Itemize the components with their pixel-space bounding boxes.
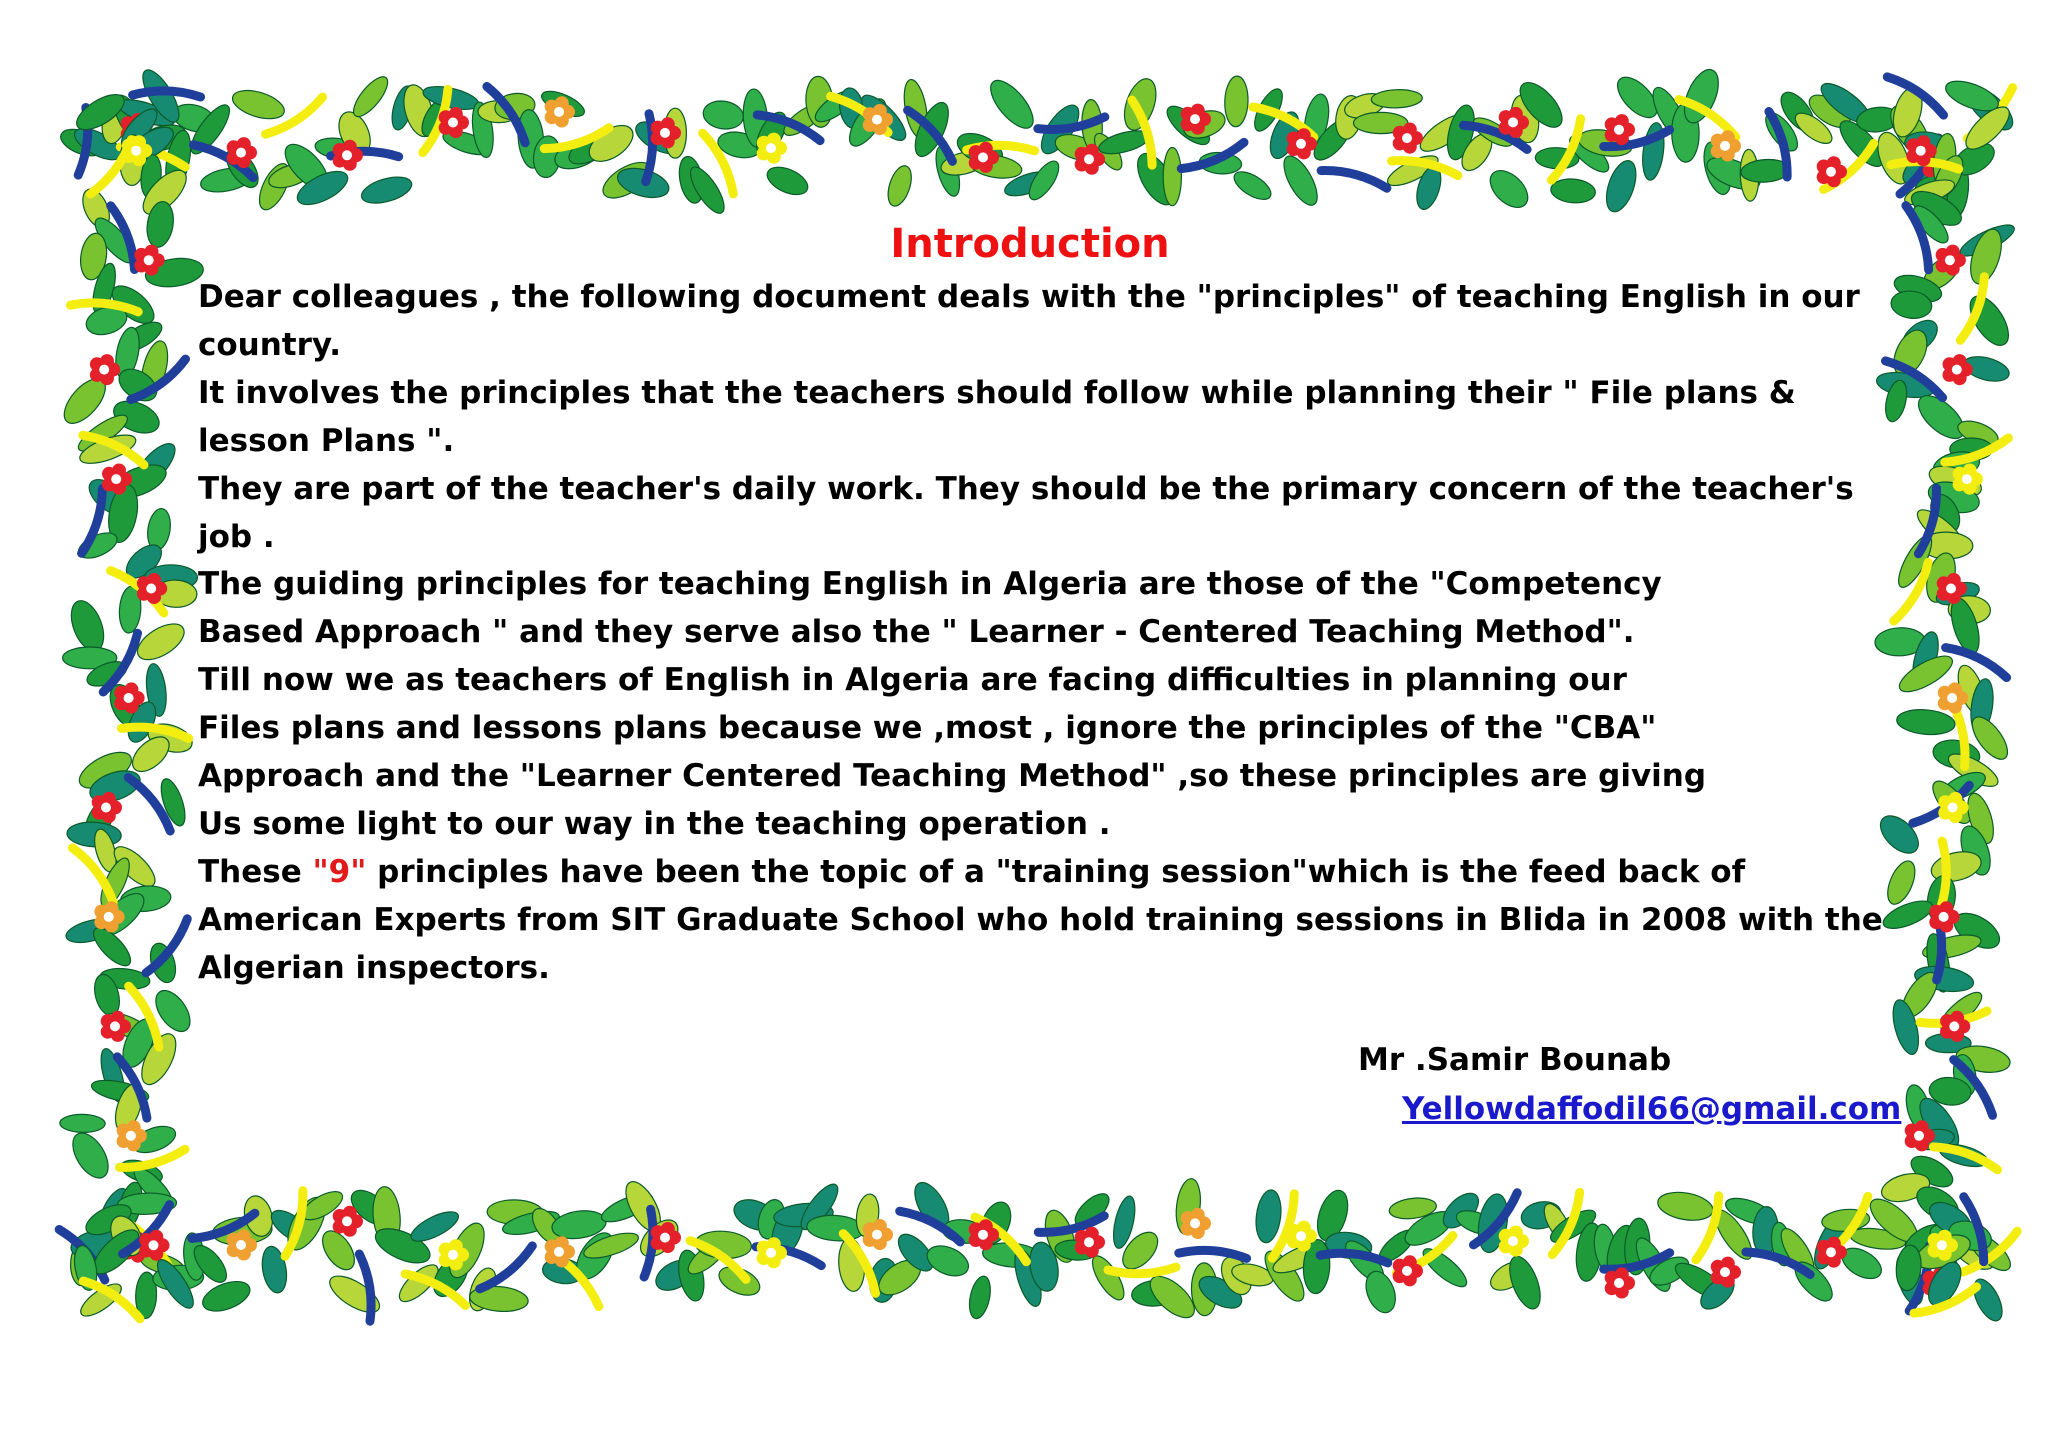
page-title: Introduction (890, 221, 1170, 267)
paragraph-line: Files plans and lessons plans because we ,most , ignore the principles of the "CBA" (198, 710, 1657, 747)
author-name: Mr .Samir Bounab (1358, 1042, 1672, 1078)
paragraph-line: They are part of the teacher's daily work. They should be the primary concern of the teacher's (198, 470, 1854, 507)
paragraph-line: country. (198, 326, 342, 363)
paragraph-line-highlight (198, 849, 1878, 897)
paragraph-line: It involves the principles that the teachers should follow while planning their " File plans & (198, 374, 1796, 411)
paragraph-line: Approach and the "Learner Centered Teaching Method" ,so these principles are giving (198, 758, 1707, 795)
email-link[interactable]: Yellowdaffodil66@gmail.com (1402, 1091, 1902, 1127)
paragraph-line: Dear colleagues , the following document deals with the "principles" of teaching English in our (198, 279, 1860, 315)
paragraph-line: Based Approach " and they serve also the " Learner - Centered Teaching Method". (198, 614, 1635, 651)
paragraph-line: Till now we as teachers of English in Algeria are facing difficulties in planning our (198, 662, 1627, 699)
line-text-pre: These (198, 853, 313, 890)
paragraph-line: Algerian inspectors. (198, 949, 550, 986)
paragraph-line: Us some light to our way in the teaching operation . (198, 805, 1111, 842)
paragraph-line: job . (198, 518, 275, 555)
paragraph-line: lesson Plans ". (198, 422, 455, 459)
line-text-post: principles have been the topic of a "training session"which is the feed back of (366, 853, 1746, 890)
principle-count: "9" (312, 853, 367, 890)
paragraph-line: American Experts from SIT Graduate School who hold training sessions in Blida in 2008 with the (198, 901, 1883, 938)
paragraph-line: The guiding principles for teaching English in Algeria are those of the "Competency (198, 566, 1662, 603)
intro-body (198, 274, 1883, 993)
